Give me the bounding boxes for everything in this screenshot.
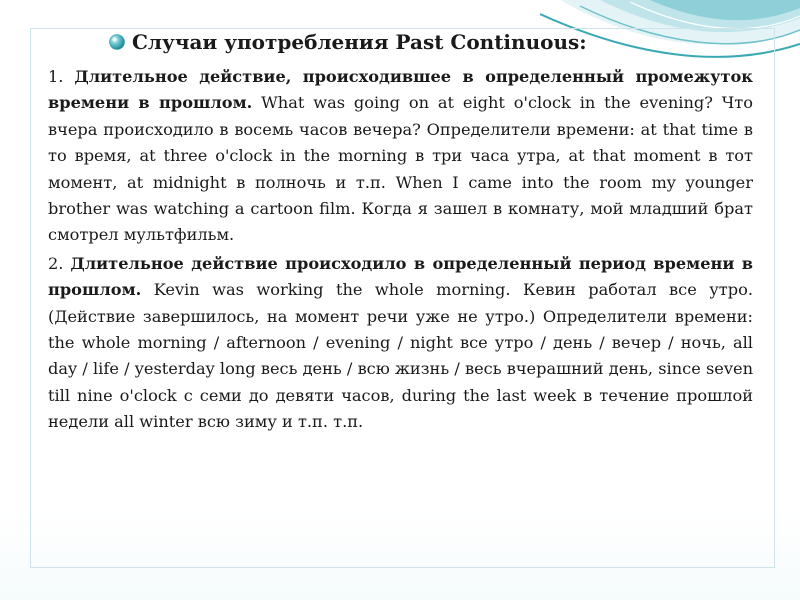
title-row <box>108 30 587 54</box>
paragraph-text: What was going on at eight o'clock in the evening? Что вчера происходило в восемь часов вечера? Определители времени: at that time в то время, at three o'clock in the morning в три часа утра, at that moment в тот момент, at midnight в полночь и т.п. When I came into the room my younger brother was watching a cartoon film. Когда я зашел в комнату, мой младший брат смотрел мультфильм. <box>48 93 753 245</box>
paragraph-number: 2. <box>48 253 64 273</box>
paragraph-lead: Длительное действие происходило в определенный период времени в прошлом. <box>48 253 753 300</box>
paragraph-text: Kevin was working the whole morning. Кевин работал все утро. (Действие завершилось, на момент речи уже не утро.) Определители времени: the whole morning / afternoon / evening / night все утро / день / вечер / ночь, all day / life / yesterday long весь день / всю жизнь / весь вчерашний день, since seven till nine o'clock с семи до девяти часов, during the last week в течение прошлой недели all winter всю зиму и т.п. т.п. <box>48 280 753 432</box>
slide-title: Случаи употребления Past Continuous: <box>132 30 587 54</box>
teal-sphere-bullet-icon <box>108 33 126 51</box>
paragraph-2 <box>48 251 753 436</box>
paragraph-lead: Длительное действие, происходившее в определенный промежуток времени в прошлом. <box>48 67 753 113</box>
paragraph-1 <box>48 64 753 249</box>
paragraph-number: 1. <box>48 67 64 86</box>
slide-body <box>48 64 753 436</box>
